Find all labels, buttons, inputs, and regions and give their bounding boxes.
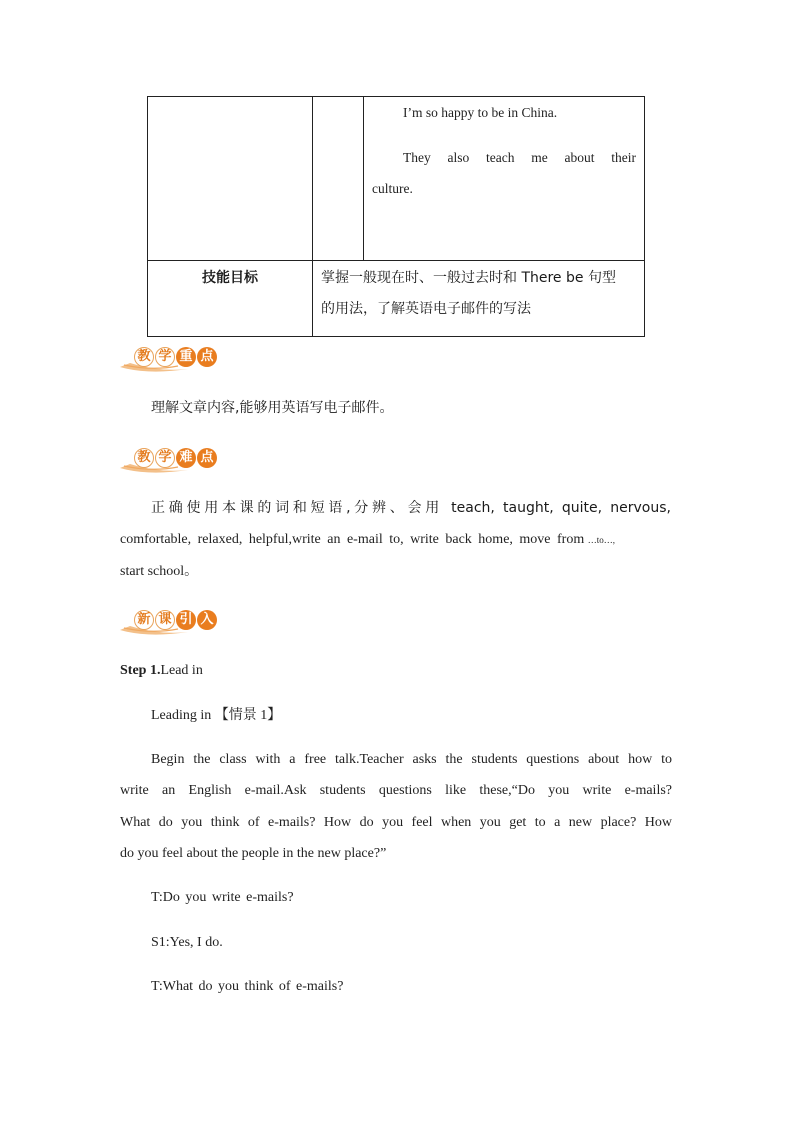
difficulty-line: 正确使用本课的词和短语,分辨、会用 teach, taught, quite, nervous, bbox=[151, 500, 671, 516]
step-heading bbox=[120, 655, 203, 686]
dialogue-line: T:What do you think of e-mails? bbox=[151, 979, 344, 994]
paragraph-line: write an English e-mail.Ask students questions like these,“Do you write e-mails? bbox=[120, 783, 672, 798]
paragraph-line: do you feel about the people in the new place?” bbox=[120, 846, 387, 861]
leading-line: Leading in 【情景 1】 bbox=[151, 708, 282, 723]
objectives-table bbox=[147, 96, 645, 337]
heading-char: 教 bbox=[134, 448, 154, 468]
table-cell-text: 掌握一般现在时、一般过去时和 There be 句型 bbox=[321, 270, 616, 286]
difficulty-line: start school。 bbox=[120, 564, 199, 579]
heading-char: 教 bbox=[134, 347, 154, 367]
paragraph-line: What do you think of e-mails? How do you feel when you get to a new place? How bbox=[120, 815, 672, 830]
table-cell-text: culture. bbox=[372, 181, 413, 196]
heading-char: 课 bbox=[155, 610, 175, 630]
heading-char: 新 bbox=[134, 610, 154, 630]
focus-text: 理解文章内容,能够用英语写电子邮件。 bbox=[151, 400, 394, 416]
section-heading-focus bbox=[118, 345, 228, 373]
table-row-label: 技能目标 bbox=[202, 270, 258, 286]
step-label: Step 1. bbox=[120, 663, 161, 678]
heading-char: 重 bbox=[176, 347, 196, 367]
difficulty-line bbox=[120, 524, 672, 556]
dialogue-line: T:Do you write e-mails? bbox=[151, 890, 294, 905]
heading-char: 入 bbox=[197, 610, 217, 630]
table-cell-text: They also teach me about their bbox=[403, 150, 636, 165]
dialogue-line: S1:Yes, I do. bbox=[151, 935, 223, 950]
table-cell-text: I’m so happy to be in China. bbox=[403, 105, 558, 120]
section-heading-intro bbox=[118, 608, 228, 636]
difficulty-line-part: comfortable, relaxed, helpful,write an e-mail to, write back home, move from bbox=[120, 532, 585, 547]
paragraph-line: Begin the class with a free talk.Teacher asks the students questions about how to bbox=[151, 752, 672, 767]
heading-char: 引 bbox=[176, 610, 196, 630]
step-title: Lead in bbox=[160, 663, 203, 678]
heading-char: 学 bbox=[155, 347, 175, 367]
heading-char: 点 bbox=[197, 448, 217, 468]
heading-char: 难 bbox=[176, 448, 196, 468]
difficulty-line-part: …to…, bbox=[587, 535, 615, 545]
heading-char: 学 bbox=[155, 448, 175, 468]
heading-char: 点 bbox=[197, 347, 217, 367]
table-cell-text: 的用法，了解英语电子邮件的写法 bbox=[321, 301, 531, 317]
section-heading-difficulty bbox=[118, 446, 228, 474]
